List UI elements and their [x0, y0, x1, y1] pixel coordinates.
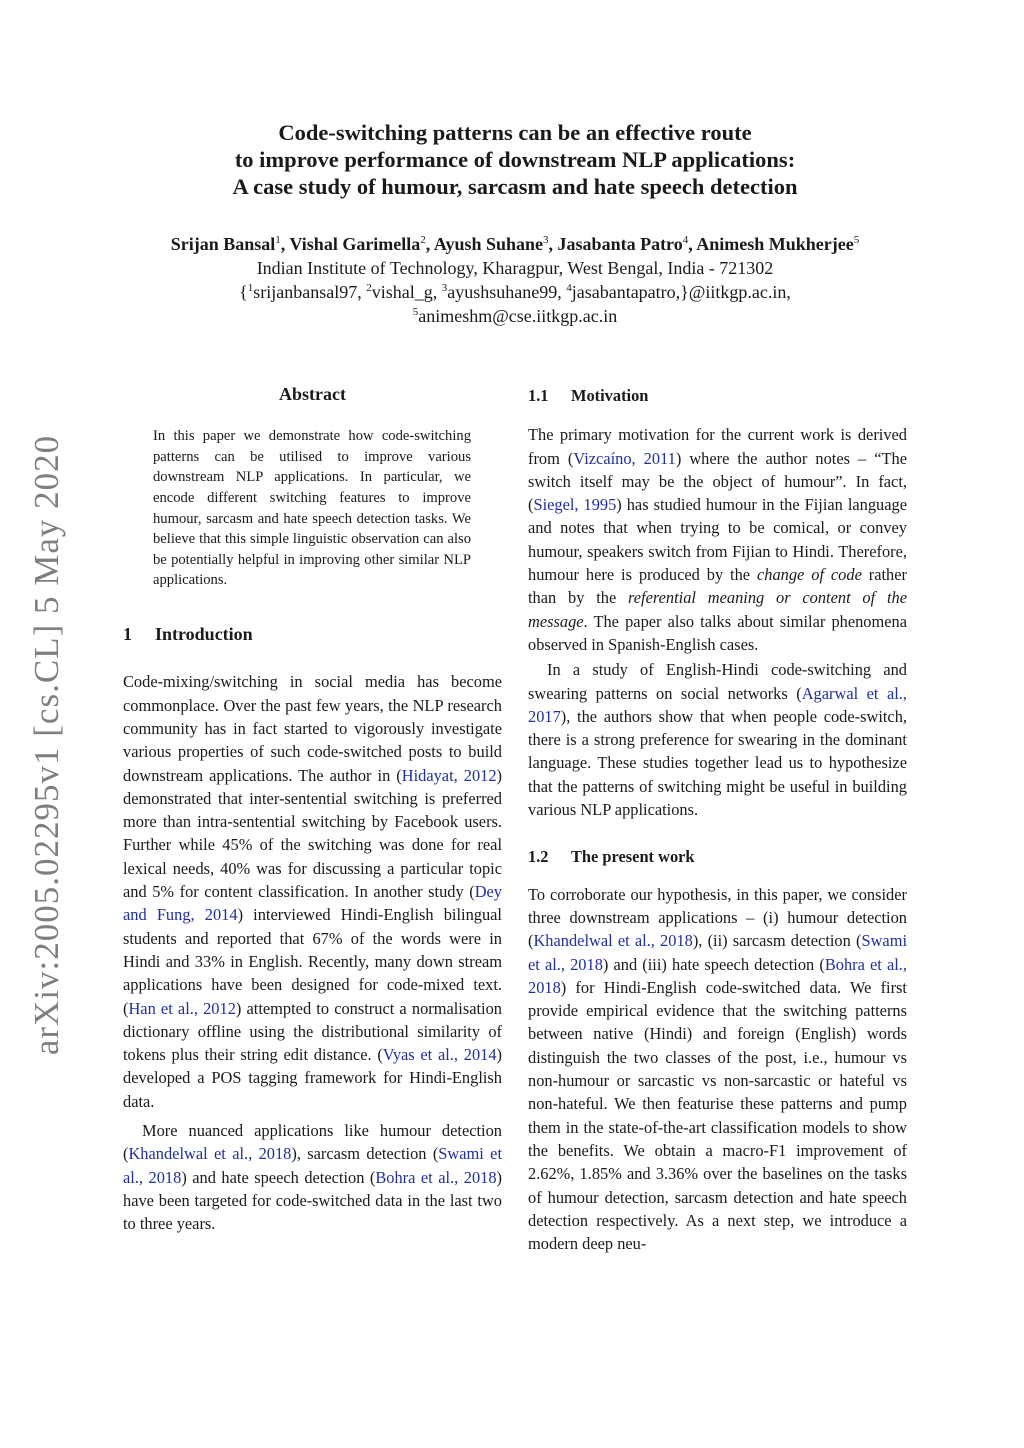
- text-run: In a study of English-Hindi code-switching and swearing patterns on social networks (: [528, 660, 907, 703]
- text-run: ) developed a POS tagging framework for Hindi-English data.: [123, 1045, 502, 1111]
- title-line-3: A case study of humour, sarcasm and hate speech detection: [232, 174, 798, 199]
- text-run: To corroborate our hypothesis, in this paper, we consider three downstream applications – (i) humour detection (: [528, 884, 907, 951]
- subsection-title: The present work: [571, 847, 695, 867]
- section-number: 1: [123, 624, 132, 645]
- text-run: The primary motivation for the current work is derived from (: [528, 425, 907, 468]
- abstract-heading: Abstract: [279, 384, 346, 404]
- intro-paragraph-1: [123, 670, 502, 1113]
- text-run: ), sarcasm detection (: [291, 1144, 439, 1164]
- citation-link[interactable]: Vizcaíno, 2011: [573, 448, 676, 468]
- email-superscript: 4: [566, 282, 572, 294]
- text-run: ) has studied humour in the Fijian language and notes that when trying to be comical, or convey humour, speakers switch from Fijian to Hindi. Therefore, humour here is produced by the: [528, 495, 907, 585]
- author-list: Srijan Bansal$^1$, Vishal Garimella$^2$, Ayush Suhane$^3$, Jasabanta Patro$^4$, Animesh Mukherjee$^5$: [170, 234, 860, 254]
- text-run: ) where the author notes – “The switch itself may be the object of humour”. In fact, (: [528, 448, 907, 515]
- author-superscript: 4: [682, 234, 689, 246]
- email-handle: ayushsuhane99,: [447, 282, 567, 302]
- subsection-heading-present-work: [528, 845, 907, 868]
- title-line-2: to improve performance of downstream NLP applications:: [234, 147, 796, 172]
- right-column: [528, 380, 907, 1255]
- author-name: Animesh Mukherjee: [696, 234, 854, 254]
- subsection-number: 1.1: [528, 386, 549, 405]
- text-run: ), (ii) sarcasm detection (: [692, 931, 862, 951]
- author-superscript: 5: [853, 234, 860, 246]
- email-superscript: 5: [412, 306, 419, 318]
- text-run: rather than by the: [528, 565, 907, 608]
- email-superscript: 2: [366, 282, 372, 294]
- abstract-text: In this paper we demonstrate how code-switching patterns can be utilised to improve various downstream NLP applications. In particular, we encode different switching features to improve humour, sarcasm and hate speech detection tasks. We believe that this simple linguistic observation can also be potentially helpful in improving other similar NLP applications.: [153, 428, 471, 589]
- arxiv-identifier: [12, 434, 82, 1056]
- citation-link[interactable]: Agarwal et al., 2017: [528, 683, 907, 726]
- text-run: ) have been targeted for code-switched data in the last two to three years.: [123, 1167, 503, 1234]
- text-run: ), the authors show that when people code-switch, there is a strong preference for swearing in the dominant language. These studies together lead us to hypothesize that the patterns of switching might be useful in building various NLP applications.: [528, 706, 907, 820]
- email-line-2: [100, 304, 930, 328]
- text-run: ) demonstrated that inter-sentential switching is preferred more than intra-sentential switching by Facebook users. Further while 45% of the switching was done for real lexical needs, 40% was for discussing a particular topic and 5% for content classification. In another study (: [123, 765, 502, 902]
- subsection-number: 1.2: [528, 847, 549, 867]
- motivation-paragraph-1: [528, 423, 907, 656]
- text-run: ) and (iii) hate speech detection (: [602, 954, 825, 974]
- email-domain: }@iitkgp.ac.in,: [680, 282, 791, 302]
- citation-link[interactable]: Bohra et al., 2018: [528, 954, 907, 997]
- citation-link[interactable]: Vyas et al., 2014: [382, 1045, 497, 1065]
- motivation-paragraph-2: [528, 658, 907, 821]
- author-block: [100, 232, 930, 328]
- author-name: Vishal Garimella: [289, 234, 421, 254]
- text-run: . The paper also talks about similar phenomena observed in Spanish-English cases.: [528, 611, 907, 654]
- email-superscript: 3: [441, 282, 448, 294]
- author-name: Srijan Bansal: [170, 234, 276, 254]
- citation-link[interactable]: Swami et al., 2018: [123, 1144, 503, 1187]
- emphasis: change of code: [757, 565, 862, 585]
- email-address: animeshm@cse.iitkgp.ac.in: [418, 306, 618, 326]
- section-heading-introduction: [123, 623, 502, 646]
- intro-paragraph-2: [123, 1119, 502, 1235]
- text-run: ) and hate speech detection (: [181, 1167, 376, 1187]
- citation-link[interactable]: Swami et al., 2018: [528, 931, 907, 974]
- emphasis: referential meaning or content of the message: [528, 588, 907, 631]
- title-line-1: Code-switching patterns can be an effective route: [278, 120, 752, 145]
- text-run: More nuanced applications like humour detection (: [123, 1120, 502, 1164]
- citation-link[interactable]: Hidayat, 2012: [401, 765, 497, 785]
- citation-link[interactable]: Siegel, 1995: [533, 495, 617, 515]
- citation-link[interactable]: Han et al., 2012: [128, 998, 236, 1018]
- author-name: Ayush Suhane: [433, 234, 544, 254]
- subsection-heading-motivation: [528, 384, 907, 407]
- email-handle: vishal_g,: [371, 282, 442, 302]
- email-line: [100, 280, 930, 304]
- text-run: ) interviewed Hindi-English bilingual students and reported that 67% of the words were in Hindi and 33% in English. Recently, many down stream applications have been designed for code-mixed text. (: [123, 905, 502, 1018]
- text-run: ) attempted to construct a normalisation dictionary offline using the distributional similarity of tokens plus their string edit distance. (: [123, 998, 503, 1065]
- author-name: Jasabanta Patro: [557, 234, 683, 254]
- left-column: [123, 380, 502, 1235]
- email-handle: srijanbansal97,: [253, 282, 367, 302]
- affiliation: Indian Institute of Technology, Kharagpur, West Bengal, India - 721302: [256, 258, 774, 278]
- text-run: ) for Hindi-English code-switched data. We first provide empirical evidence that the switching patterns between native (Hindi) and foreign (English) words distinguish the two classes of the post, i.e., humour vs non-humour or sarcastic vs non-sarcastic or hateful vs non-hateful. We then featurise these patterns and pump them in the state-of-the-art classification models to show the benefits. We obtain a macro-F1 improvement of 2.62%, 1.85% and 3.36% over the baselines on the tasks of humour detection, sarcasm detection and hate speech detection respectively. As a next step, we introduce a modern deep neu-: [528, 977, 907, 1254]
- section-title: Introduction: [155, 624, 253, 645]
- citation-link[interactable]: Khandelwal et al., 2018: [533, 931, 693, 951]
- brace-open: {: [239, 282, 248, 302]
- author-superscript: 1: [275, 234, 281, 246]
- subsection-title: Motivation: [571, 386, 649, 405]
- author-superscript: 2: [420, 234, 426, 246]
- text-run: Code-mixing/switching in social media has become commonplace. Over the past few years, the NLP research community has in fact started to vigorously investigate various properties of such code-switched posts to build downstream applications. The author in (: [123, 672, 502, 785]
- citation-link[interactable]: Khandelwal et al., 2018: [128, 1144, 292, 1164]
- arxiv-identifier-text: arXiv:2005.02295v1 [cs.CL] 5 May 2020: [27, 434, 67, 1056]
- citation-link[interactable]: Dey and Fung, 2014: [123, 882, 502, 925]
- email-superscript: 1: [247, 282, 254, 294]
- author-superscript: 3: [543, 234, 549, 246]
- citation-link[interactable]: Bohra et al., 2018: [375, 1167, 497, 1187]
- present-work-paragraph-1: [528, 883, 907, 1256]
- email-handle: jasabantapatro,: [571, 282, 681, 302]
- paper-title: [120, 119, 910, 200]
